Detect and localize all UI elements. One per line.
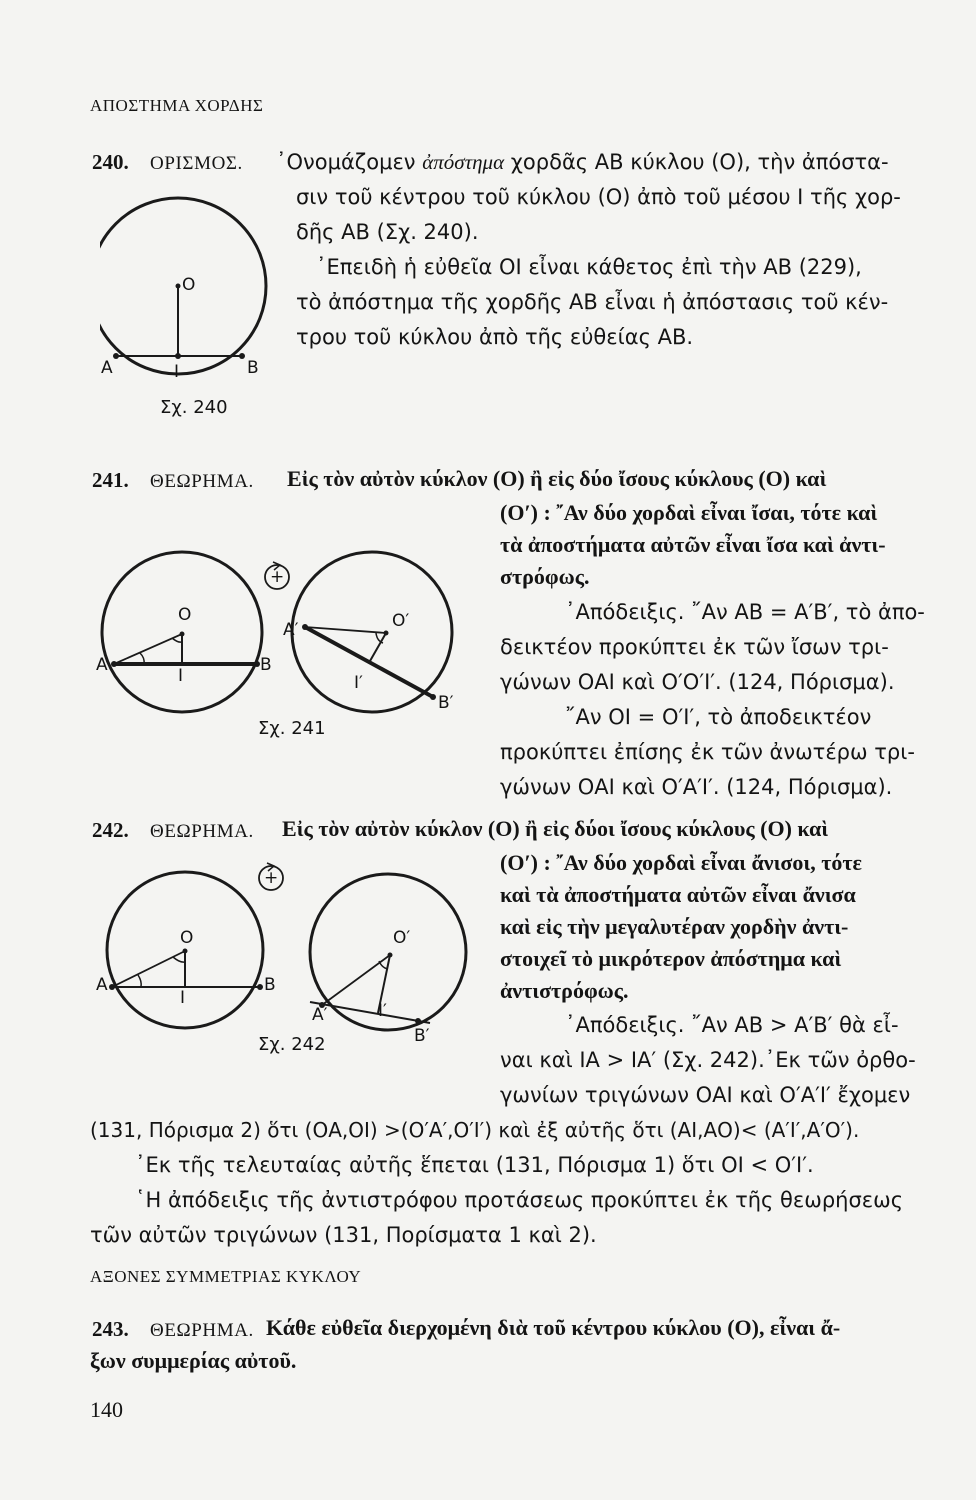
fig241-label-plus: + <box>270 567 285 587</box>
section-240-number: 240. <box>92 150 129 174</box>
section-240-line-3: δῆς ΑΒ (Σχ. 240). <box>296 220 479 244</box>
section-242-line-9: γωνίων τριγώνων ΟΑΙ καὶ Ο′Α′Ι′ ἔχομεν <box>500 1083 911 1107</box>
fig242-label-i: I <box>180 988 186 1008</box>
page-number: 140 <box>90 1397 123 1422</box>
section-242-title: ΘΕΩΡΗΜΑ. <box>150 821 254 842</box>
axes-of-symmetry-heading: ΑΞΟΝΕΣ ΣΥΜΜΕΤΡΙΑΣ ΚΥΚΛΟΥ <box>90 1267 362 1286</box>
section-242-line-7: ᾿Απόδειξις. ῎Αν ΑΒ > Α′Β′ θὰ εἶ- <box>565 1013 899 1037</box>
fig240-label-o: O <box>182 275 196 295</box>
section-241-line-4: στρόφως. <box>500 564 590 589</box>
fig240-label-a: A <box>101 358 113 378</box>
fig240-label-i: I <box>174 362 180 382</box>
section-243-line-1: Κάθε εὐθεῖα διερχομένη διὰ τοῦ κέντρου κύκλου (Ο), εἶναι ἄ- <box>266 1315 841 1340</box>
fig242-label-b2: B′ <box>414 1026 430 1046</box>
fig242-label-a: A <box>96 975 108 995</box>
section-241-line-6: δεικτέον προκύπτει ἐκ τῶν ἴσων τρι- <box>500 635 889 659</box>
fig242-caption: Σχ. 242 <box>258 1034 326 1055</box>
section-241-line-9: προκύπτει ἐπίσης ἐκ τῶν ἀνωτέρω τρι- <box>500 740 915 764</box>
fig241-caption: Σχ. 241 <box>258 718 326 739</box>
section-242-line-12: ῾Η ἀπόδειξις τῆς ἀντιστρόφου προτάσεως προκύπτει ἐκ τῆς θεωρήσεως <box>135 1188 904 1212</box>
section-242-number: 242. <box>92 818 129 842</box>
term-apostema: ἀπόστημα <box>422 150 505 174</box>
fig242-label-o2: O′ <box>393 928 411 948</box>
fig241-chord-2 <box>305 627 433 697</box>
fig241-label-o: O <box>178 605 192 625</box>
fig241-label-a2: A′ <box>283 620 299 640</box>
fig241-label-i: I <box>178 666 184 686</box>
fig240-label-b: B <box>247 358 259 378</box>
fig242-label-i2: I′ <box>378 1001 387 1021</box>
section-241-title: ΘΕΩΡΗΜΑ. <box>150 471 254 492</box>
section-242-line-10: (131, Πόρισμα 2) ὅτι (ΟΑ,ΟΙ) >(Ο′Α′,Ο′Ι′) καὶ ἐξ αὐτῆς ὅτι (ΑΙ,ΑΟ)< (Α′Ι′,Α′Ο′). <box>90 1118 860 1142</box>
section-242-line-13: τῶν αὐτῶν τριγώνων (131, Πορίσματα 1 καὶ 2). <box>90 1223 597 1247</box>
section-241-line-8: ῎Αν ΟΙ = Ο′Ι′, τὸ ἀποδεικτέον <box>565 705 872 729</box>
fig242-label-b: B <box>264 975 276 995</box>
section-241-number: 241. <box>92 468 129 492</box>
section-241-line-1: Εἰς τὸν αὐτὸν κύκλον (Ο) ἢ εἰς δύο ἴσους κύκλους (Ο) καὶ <box>287 466 827 491</box>
fig242-label-o: O <box>180 928 194 948</box>
section-241-line-2: (Ο′) : ῎Αν δύο χορδαὶ εἶναι ἴσαι, τότε καὶ <box>500 500 878 525</box>
section-243-number: 243. <box>92 1317 129 1341</box>
section-243-title: ΘΕΩΡΗΜΑ. <box>150 1320 254 1341</box>
fig241-label-b: B <box>260 655 272 675</box>
fig241-label-b2: B′ <box>438 693 454 713</box>
section-241-line-7: γώνων ΟΑΙ καὶ Ο′Ο′Ι′. (124, Πόρισμα). <box>500 670 895 694</box>
fig241-label-a: A <box>96 655 108 675</box>
section-242-line-8: ναι καὶ ΙΑ > ΙΑ′ (Σχ. 242).᾿Εκ τῶν ὀρθο- <box>500 1048 916 1072</box>
section-240-title: ΟΡΙΣΜΟΣ. <box>150 153 243 174</box>
section-240-line-6: τρου τοῦ κύκλου ἀπὸ τῆς εὐθείας ΑΒ. <box>296 325 694 349</box>
section-242-line-6: ἀντιστρόφως. <box>500 978 629 1003</box>
fig242-label-plus: + <box>264 868 279 888</box>
section-242-line-11: ᾿Εκ τῆς τελευταίας αὐτῆς ἕπεται (131, Πόρισμα 1) ὅτι ΟΙ < Ο′Ι′. <box>135 1153 814 1177</box>
section-242-line-5: στοιχεῖ τὸ μικρότερον ἀπόστημα καὶ <box>500 946 842 971</box>
running-head: ΑΠΟΣΤΗΜΑ ΧΟΡΔΗΣ <box>90 96 264 115</box>
section-242-line-3: καὶ τὰ ἀποστήματα αὐτῶν εἶναι ἄνισα <box>500 882 856 907</box>
section-242-line-1: Εἰς τὸν αὐτὸν κύκλον (Ο) ἢ εἰς δύοι ἴσους κύκλους (Ο) καὶ <box>282 816 829 841</box>
section-240-line-2: σιν τοῦ κέντρου τοῦ κύκλου (Ο) ἀπὸ τοῦ μέσου Ι τῆς χορ- <box>296 185 901 209</box>
section-240-line-1: ᾿Ονομάζομεν ἀπόστημα χορδᾶς ΑΒ κύκλου (Ο), τὴν ἀπόστα- <box>276 150 889 174</box>
fig240-caption: Σχ. 240 <box>160 397 228 418</box>
fig242-secant-2 <box>310 1002 430 1023</box>
section-240-line-5: τὸ ἀπόστημα τῆς χορδῆς ΑΒ εἶναι ἡ ἀπόστασις τοῦ κέν- <box>296 290 889 314</box>
fig241-label-o2: O′ <box>392 611 410 631</box>
section-242-line-4: καὶ εἰς τὴν μεγαλυτέραν χορδὴν ἀντι- <box>500 914 849 939</box>
section-241-line-3: τὰ ἀποστήματα αὐτῶν εἶναι ἴσα καὶ ἀντι- <box>500 532 886 557</box>
fig241-label-i2: I′ <box>354 673 363 693</box>
figure-242 <box>100 855 480 1045</box>
section-243-line-2: ξων συμμερίας αὐτοῦ. <box>90 1348 297 1373</box>
section-242-line-2: (Ο′) : ῎Αν δύο χορδαὶ εἶναι ἄνισοι, τότε <box>500 850 862 875</box>
section-240-line-4: ᾿Επειδὴ ἡ εὐθεῖα ΟΙ εἶναι κάθετος ἐπὶ τὴν ΑΒ (229), <box>316 255 862 279</box>
fig242-label-a2: A′ <box>312 1005 328 1025</box>
section-241-line-5: ᾿Απόδειξις. ῎Αν ΑΒ = Α′Β′, τὸ ἀπο- <box>565 600 925 624</box>
section-241-line-10: γώνων ΟΑΙ καὶ Ο′Α′Ι′. (124, Πόρισμα). <box>500 775 893 799</box>
